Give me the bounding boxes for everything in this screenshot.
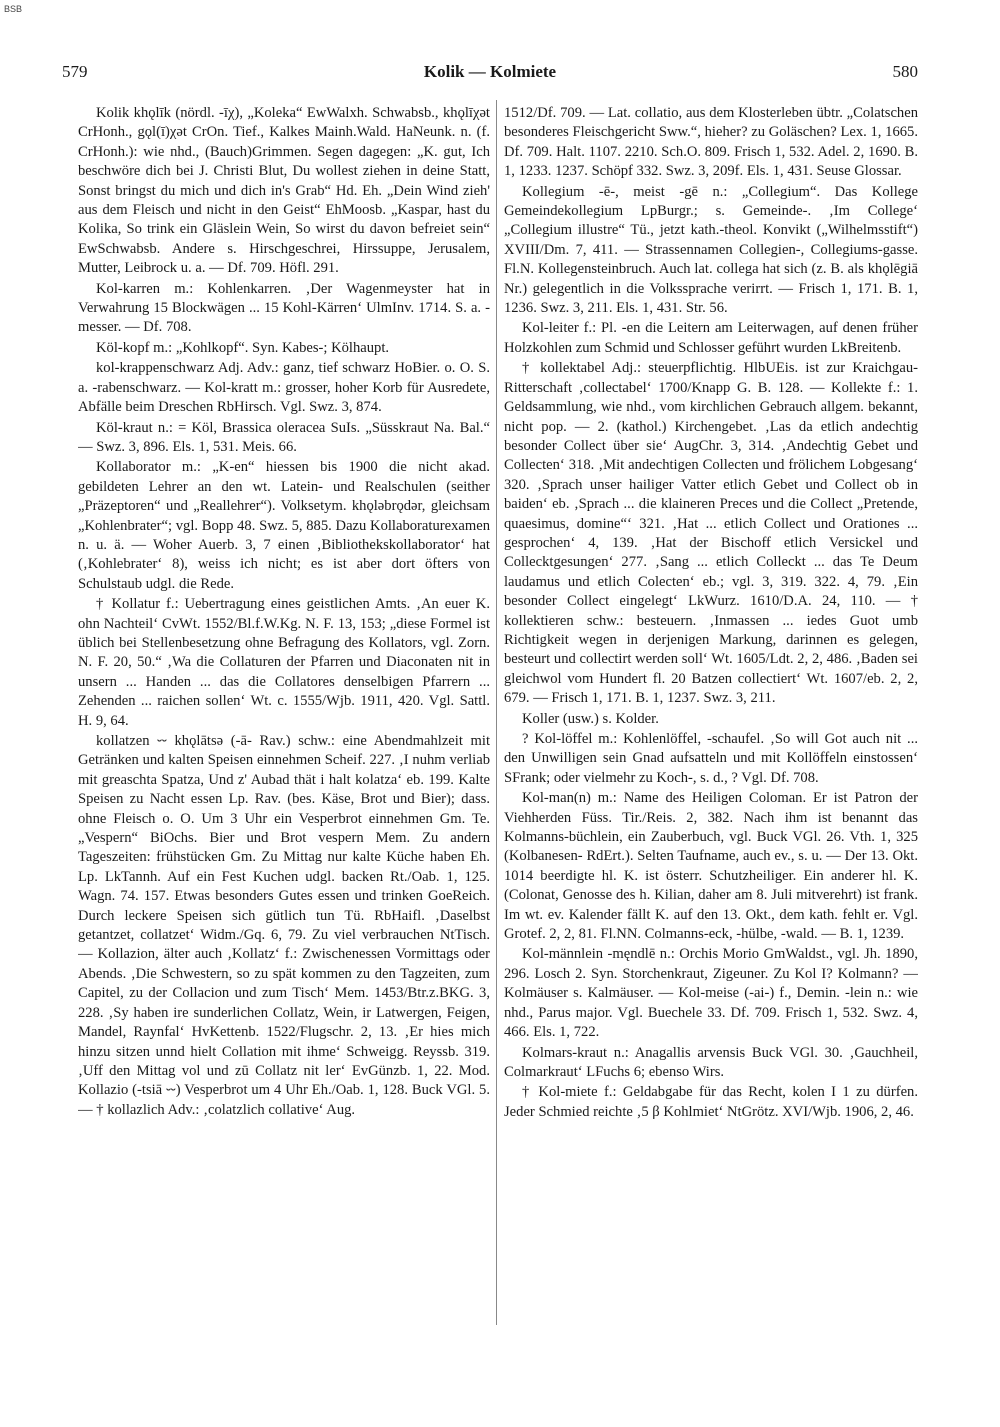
column-divider [496,100,497,1325]
entry-kol-krappenschwarz: kol-krappenschwarz Adj. Adv.: ganz, tief schwarz HoBier. o. O. S. a. -rabenschwarz. — Kol-kratt m.: grosser, hoher Korb für Ausredete, Abfälle beim Dreschen RbHirsch. Vgl. Swz. 3, 874. [78,360,490,416]
entry-kol-maennlein: Kol-männlein -męndlē n.: Orchis Morio GmWaldst., vgl. Jh. 1890, 296. Losch 2. Syn. Storchenkraut, Zigeuner. Zu Kol I? Kolmann? — Kolmäuser s. Kalmäuser. — Kol-meise (-ai-) f., Demin. -lein n.: wie nhd., Parus major. Vgl. Buechele 33. Df. 709. Frisch 1, 532. Swz. 4, 466. Els. 1, 722. [504,946,918,1041]
entry-kollegium: Kollegium -ē-, meist -gē n.: „Collegium“. Das Kollege Gemeindekollegium LpBurgr.; s. Gemeinde-. ‚Im College‘ „Collegium illustre“ Tü., jetzt kath.-theol. Konvikt („Wilhelmsstift“) XVIII/Dm. 7, 411. — Strassennamen Collegien-, Collegiums-gasse. Fl.N. Kollegensteinbruch. Auch lat. collega hat sich (z. B. als khǫlēgiā Nr.) gelegentlich in die Volkssprache verirrt. — Frisch 1, 171. B. 1, 1236. Swz. 3, 211. Els. 1, 431. Str. 56. [504,183,918,317]
entry-koller: Koller (usw.) s. Kolder. [522,710,659,727]
entry-kolik: Kolik khǫlīk (nördl. -īχ), „Koleka“ EwWalxh. Schwabsb., khǫlīχət CrHonh., gǫl(ī)χət CrOn. Tief., Kalkes Mainh.Wald. HaNeunk. n. (f. CrHonh.): wie nhd., (Bauch)Grimmen. Segen dagegen: „K. gut, Ich beschwöre dich bei J. Christi Blut, Du wollest ziehen in deine Statt, Sonst bringst du mich und dich in's Grab“ Hd. Eh. „Dein Wind zieh' aus dem Fleisch und nicht in den Geist“ EhMoosb. „Kaspar, hast du Kolika, So trink ein Gläslein Wein, So wirst du davon befreiet sein“ EwSchwabsb. Andere s. Hirschgeschrei, Hirssuppe, Jerusalem, Mutter, Leibrock u. a. — Df. 709. Höfl. 291. [78,105,490,277]
right-column [504,104,918,1324]
entry-kollatzen-continued: 1512/Df. 709. — Lat. collatio, aus dem Klosterleben übtr. „Colatschen besonderes Fleischgericht Sww.“, hieher? zu Goläschen? Lex. 1, 1665. Df. 709. Halt. 1107. 2210. Sch.O. 809. Frisch 1, 532. Adel. 2, 1690. B. 1, 1233. 1237. Schöpf 332. Swz. 3, 209f. Els. 1, 431. Seuse Glossar. [504,105,918,180]
entry-kol-miete: † Kol-miete f.: Geldabgabe für das Recht, kolen I 1 zu dürfen. Jeder Schmied reichte ‚5 β Kohlmiet‘ NtGrötz. XVI/Wjb. 1906, 2, 46. [504,1084,918,1120]
entry-koel-kraut: Köl-kraut n.: = Köl, Brassica oleracea SuIs. „Süsskraut Na. Bal.“ — Swz. 3, 896. Els. 1, 531. Meis. 66. [78,419,490,455]
page-number-right: 580 [892,62,918,81]
page-header [62,58,918,88]
library-stamp: BSB [4,4,23,14]
entry-kollektabel: † kollektabel Adj.: steuerpflichtig. HlbUEis. ist zur Kraichgau-Ritterschaft ‚collectabel‘ 1700/Knapp G. B. 128. — Kollekte f.: 1. Geldsammlung, wie nhd., vom kirchlichen Gebrauch allgem. bekannt, nicht pop. — 2. (kathol.) Kirchengebet. ‚Las da etlich andechtig besonder Collect über sie‘ AugChr. 3, 314. ‚Andechtig Gebet und Collecten‘ 318. ‚Mit andechtigen Collecten und frölichem Lobgesang‘ 320. ‚Sprach unser hailiger Vatter etlich Gebet und Collect ob in baiden‘ eb. ‚Sprach ... die klaineren Preces und die Collect „Pretende, quaesimus, domine“‘ 321. ‚Hat ... etlich Collect und Orationes ... gesprochen‘ 4, 139. ‚Hat der Bischoff etlich Versickel und Collecktgesungen‘ 277. ‚Sang ... etlich Colleckt ... das Te Deum laudamus und etlich Colecten‘ eb.; vgl. 3, 319. 322. 4, 79. ‚Ein besonder Collect eingelegt‘ LkWurz. 1610/D.A. 24, 110. — † kollektieren schw.: besteuern. ‚Inmassen ... iedes Guot umb Richtigkeit wegen in derjenigen Markung, darinnen es gelegen, besteurt und collectirt werden soll‘ Wt. 1605/Ldt. 2, 2, 486. ‚Baden sei gleichwol vom Hundert fl. 20 Batzen collectiert‘ Wt. 1607/eb. 2, 2, 679. — Frisch 1, 171. B. 1, 1237. Swz. 3, 211. [504,360,918,707]
entry-kolmars-kraut: Kolmars-kraut n.: Anagallis arvensis Buck VGl. 30. ‚Gauchheil, Colmarkraut‘ LFuchs 6; ebenso Wirs. [504,1044,918,1080]
entry-kol-karren: Kol-karren m.: Kohlenkarren. ‚Der Wagenmeyster hat in Verwahrung 15 Blockwägen ... 15 Kohl-Kärren‘ UlmInv. 1714. S. a. -messer. — Df. 708. [78,280,490,336]
entry-kollatzen: kollatzen ⏑⏑ khǫlātsə (-ā- Rav.) schw.: eine Abendmahlzeit mit Getränken und kalten Speisen einnehmen Scheif. 227. ‚I nuhm verliab mit greaschta Spatza, Und z' Aubad thät i halt kolatza‘ eb. 199. Kalte Speisen zu Nacht essen Lp. Rav. (bes. Käse, Brot und Bier); dass. ohne Fleisch o. O. Um 3 Uhr ein Vesperbrot einnehmen Gm. Te. „Vespern“ BiOchs. Bier und Brot vespern Mem. Zu andern Tageszeiten: frühstücken Gm. Zu Mittag nur kalte Küche haben Eh. Lp. LkTannh. Auf ein Fest Kuchen udgl. backen Rt./Oab. 1, 125. Wagn. 74. 157. Etwas besonders Gutes essen und trinken GoeReich. Durch leckere Speisen sich gütlich tun Tü. RbHaifl. ‚Daselbst getantzet, collatzet‘ Widm./Gq. 6, 79. Zu viel verbrauchen NtTisch. — Kollazion, älter auch ‚Kollatz‘ f.: Zwischenessen Vormittags oder Abends. ‚Die Schwestern, so zu spät kommen zu den Tagzeiten, zum Capitel, zu der Collacion und zum Tisch‘ Mem. 1453/Btr.z.BKG. 3, 228. ‚Sy haben ire sunderlichen Collatz, Wein, ir Latwergen, Feigen, Mandel, Raynfal‘ HvKettenb. 1522/Flugschr. 2, 13. ‚Er hies mich hinzu sitzen unnd hielt Collation mit ihme‘ Schweigg. Reyssb. 319. ‚Uff den Mittag vol und zū Collatz nit ler‘ EvGünzb. 1, 22. Mod. Kollazio (-tsiā ⏑⏑) Vesperbrot um 4 Uhr Eh./Oab. 1, 128. Buck VGl. 5. — † kollazlich Adv.: ‚colatzlich collative‘ Aug. [78,733,490,1118]
running-title: Kolik — Kolmiete [423,62,557,81]
page-number-left: 579 [62,62,88,81]
entry-kol-mann: Kol-man(n) m.: Name des Heiligen Coloman. Er ist Patron der Viehherden Füss. Tir./Reis. 2, 382. Nach ihm ist benannt das Kolmanns-büchlein, ein Zauberbuch, vgl. Buck VGl. 26. Vth. 1, 325 (Kolbanesen- RdErt.). Selten Taufname, auch ev., s. u. — Der 13. Okt. 1014 beerdigte hl. K. ist österr. Schutzheiliger. Ein anderer hl. K. (Colonat, Genosse des h. Kilian, daher am 8. Juli mitverehrt) ist frank. Im wt. ev. Kalender fällt K. auf den 13. Okt., dem kath. fehlt er. Vgl. Grotef. 2, 2, 81. Fl.NN. Colmanns-eck, -hülbe, -wald. — B. 1, 1239. [504,790,918,943]
entry-kol-loeffel: ? Kol-löffel m.: Kohlenlöffel, -schaufel. ‚So will Got auch nit ... den Unwilligen sein Gnad aufsatteln und mit Kollöffeln einstossen‘ SFrank; oder vielmehr zu Koch-, s. d., ? Vgl. Df. 708. [504,731,918,786]
entry-kollaborator: Kollaborator m.: „K-en“ hiessen bis 1900 die nicht akad. gebildeten Lehrer an den wt. Latein- und Realschulen (seither „Präzeptoren“ und „Reallehrer“). Volksetym. khǫləbrǫdər, gleichsam „Kohlenbrater“; vgl. Bopp 48. Swz. 5, 885. Dazu Kollaboraturexamen n. u. ä. — Woher Auerb. 3, 7 einen ‚Bibliothekskollaborator‘ hat (‚Kohlebrater‘ 8), weiss ich nicht; es ist aber dort öfters von Schulstaub udgl. die Rede. [78,459,490,592]
entry-koel-kopf: Köl-kopf m.: „Kohlkopf“. Syn. Kabes-; Kölhaupt. [96,339,390,356]
entry-kollatur: † Kollatur f.: Uebertragung eines geistlichen Amts. ‚An euer K. ohn Nachteil‘ CvWt. 1552/Bl.f.W.Kg. N. F. 13, 153; „diese Formel ist üblich bei Stellenbesetzung ohne Befragung des Kollators, vgl. Zorn. N. F. 20, 50.“ ‚Wa die Collaturen der Pfarren und Diaconaten nit in unsern ... Handen ... das die Collatores denselbigen Pfarrern ... Zehenden ... raichen sollen‘ Wt. c. 1555/Wjb. 1911, 420. Vgl. Sattl. H. 9, 64. [78,596,490,729]
left-column [78,104,490,1324]
entry-kol-leiter: Kol-leiter f.: Pl. -en die Leitern am Leiterwagen, auf denen früher Holzkohlen zum Schmid und Schlosser geführt wurden LkBreitenb. [504,320,918,356]
